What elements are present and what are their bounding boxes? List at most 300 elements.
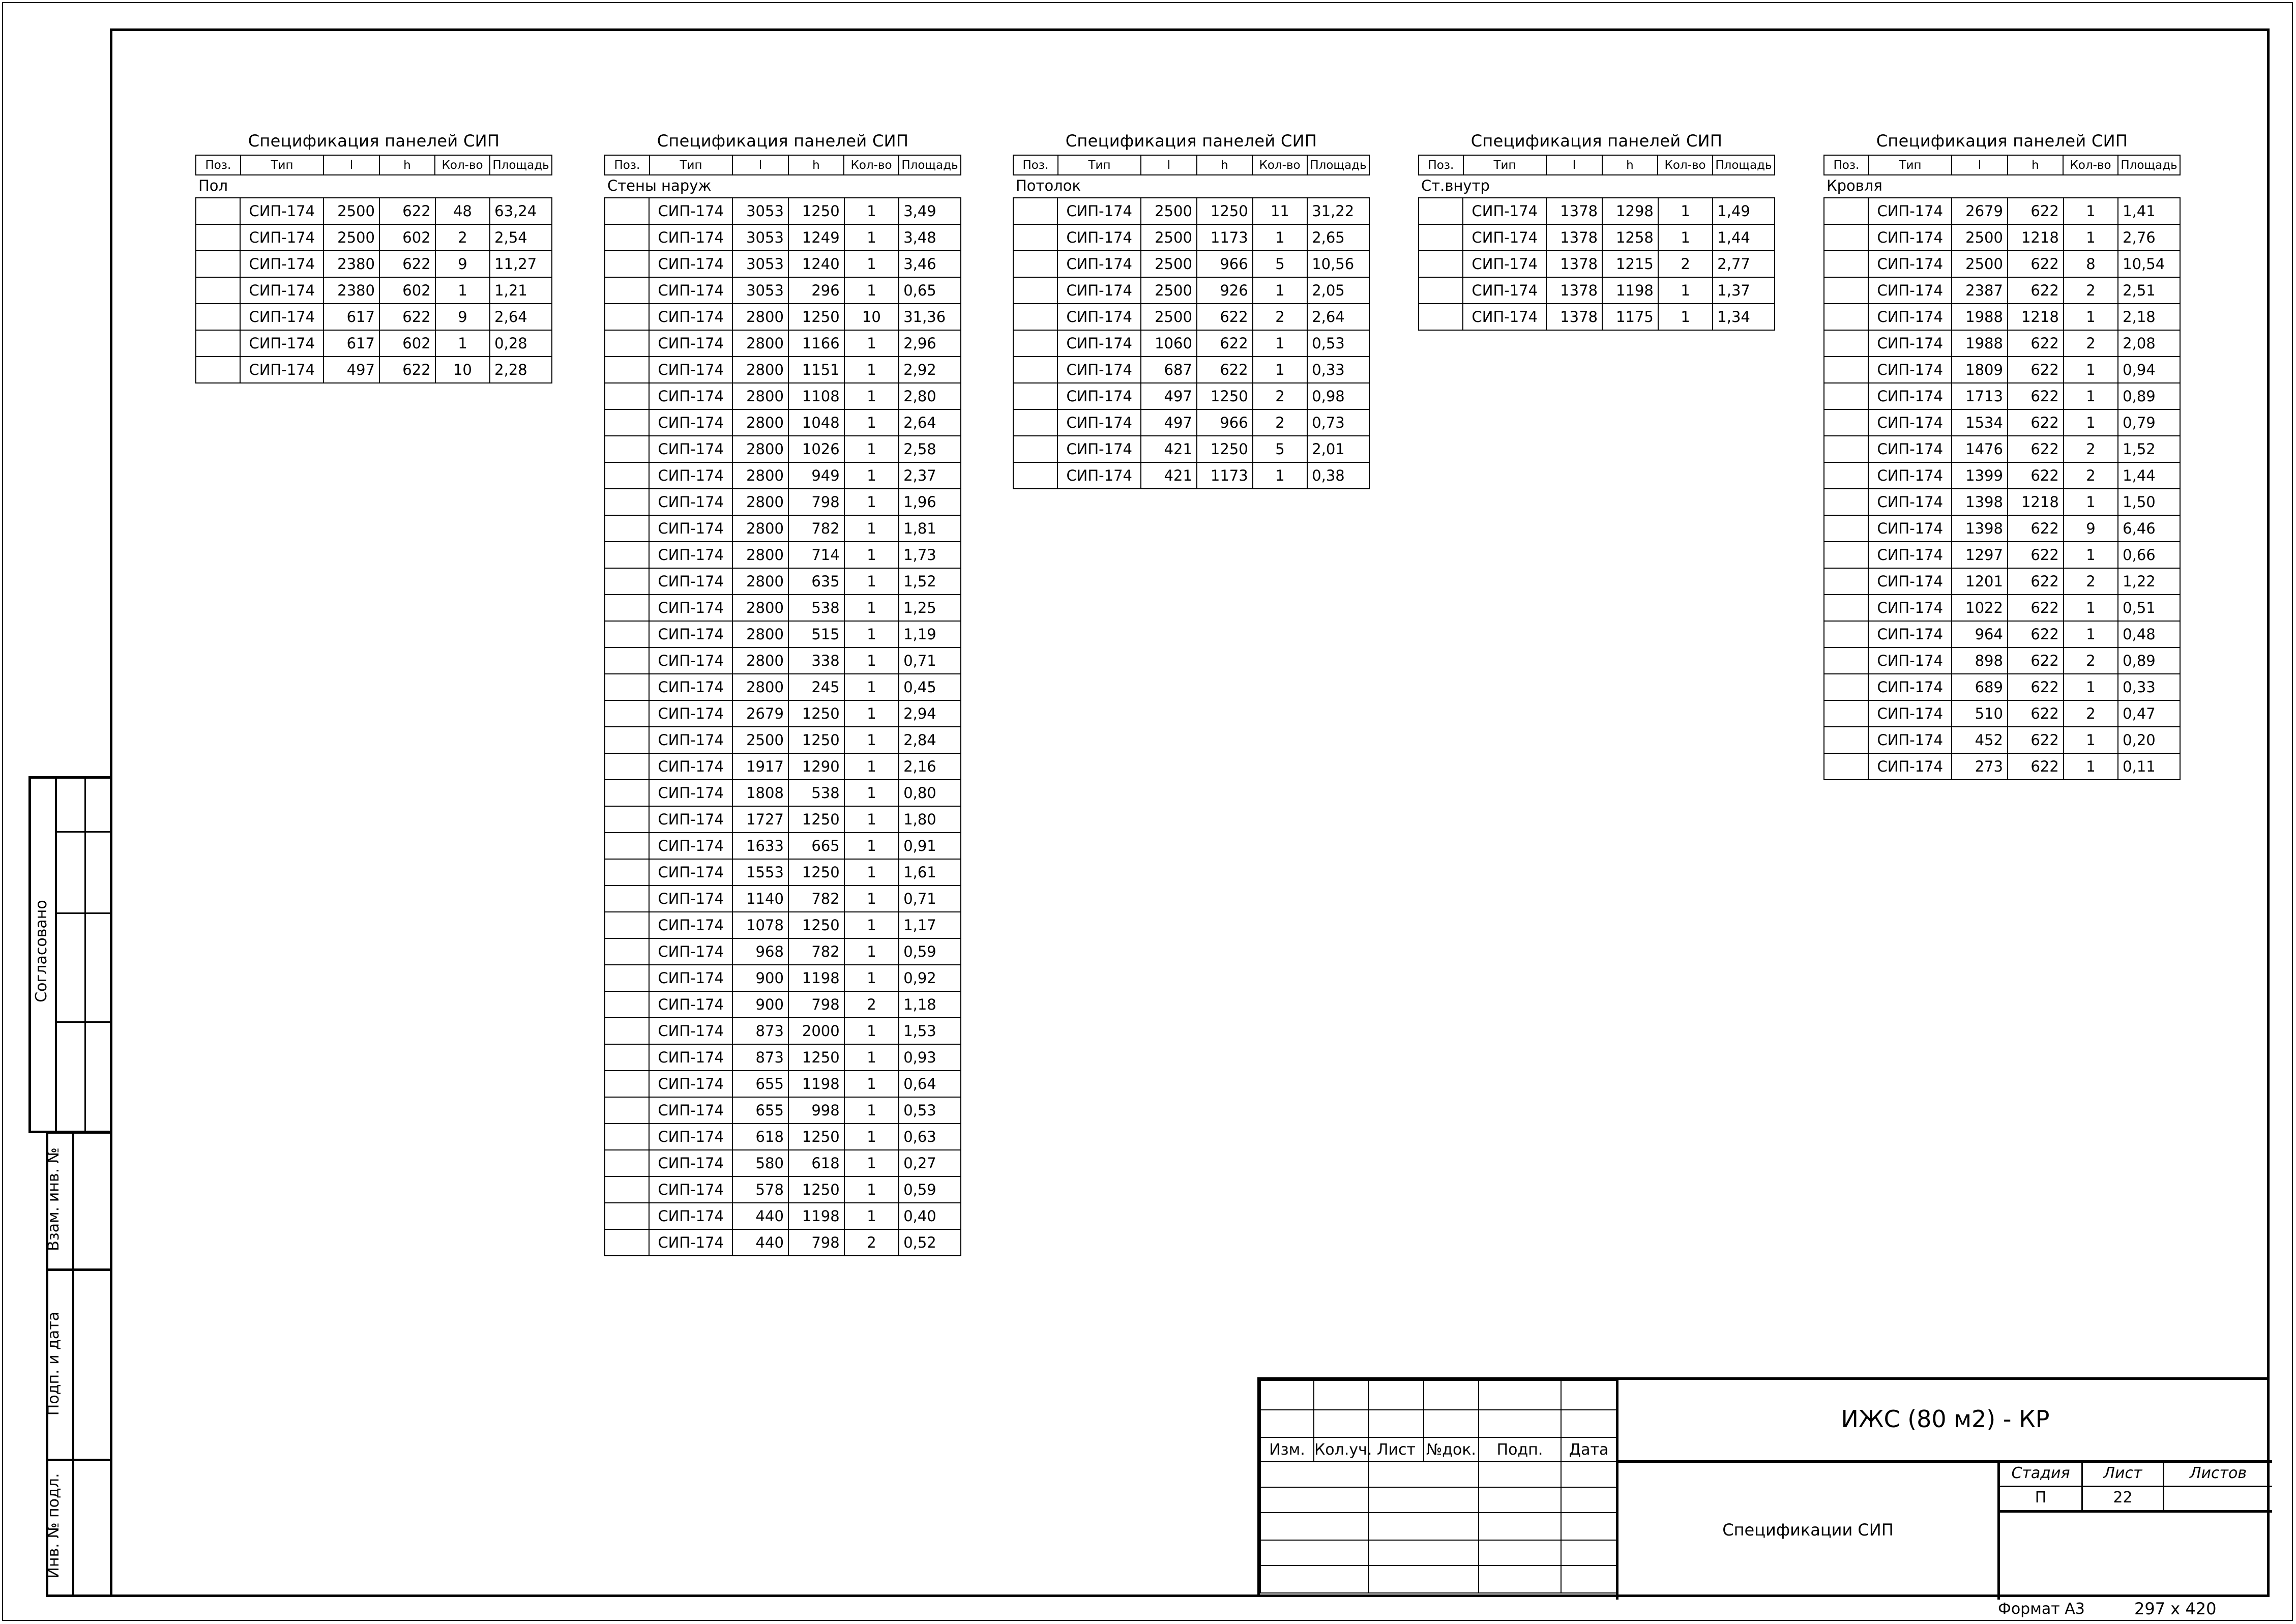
revision-row bbox=[1260, 1540, 1616, 1566]
table-cell: СИП-174 bbox=[240, 304, 323, 330]
table-cell: 3,48 bbox=[899, 224, 961, 251]
table-cell: 1988 bbox=[1952, 330, 2008, 357]
table-cell: 1 bbox=[1253, 277, 1307, 304]
table-cell: 2800 bbox=[732, 462, 788, 489]
table-cell: 2800 bbox=[732, 357, 788, 383]
column-header: h bbox=[788, 155, 844, 175]
table-cell: 2,01 bbox=[1307, 436, 1369, 462]
table-cell: 1378 bbox=[1546, 277, 1602, 304]
table-row bbox=[1824, 304, 2180, 330]
table-cell: 622 bbox=[2008, 727, 2064, 753]
inv-orig-label: Инв. № подл. bbox=[45, 1473, 63, 1579]
table-cell: 1 bbox=[2064, 489, 2118, 515]
table-cell: 1198 bbox=[788, 1071, 844, 1097]
table-cell: СИП-174 bbox=[649, 198, 732, 224]
revision-cell bbox=[1369, 1566, 1424, 1593]
table-row bbox=[196, 198, 552, 224]
table-row bbox=[605, 621, 961, 647]
spec-header bbox=[1823, 155, 2181, 175]
table-cell: 1240 bbox=[788, 251, 844, 277]
table-cell: 1378 bbox=[1546, 224, 1602, 251]
table-cell: 1,34 bbox=[1713, 304, 1775, 330]
spec-group-label: Кровля bbox=[1827, 177, 1882, 194]
table-cell: 0,73 bbox=[1307, 409, 1369, 436]
table-cell: СИП-174 bbox=[649, 357, 732, 383]
table-cell: 10 bbox=[435, 357, 490, 383]
table-cell: 2500 bbox=[1952, 224, 2008, 251]
table-cell bbox=[605, 621, 649, 647]
revision-cell bbox=[1479, 1380, 1561, 1410]
spec-group-label: Потолок bbox=[1016, 177, 1081, 194]
table-cell bbox=[605, 462, 649, 489]
table-cell: СИП-174 bbox=[649, 595, 732, 621]
table-cell: 0,66 bbox=[2118, 542, 2180, 568]
side-stamp bbox=[28, 776, 112, 1597]
table-cell: 1250 bbox=[788, 1044, 844, 1071]
table-cell: 0,79 bbox=[2118, 409, 2180, 436]
table-cell: 1 bbox=[844, 1176, 899, 1203]
table-row bbox=[605, 1044, 961, 1071]
revision-cell bbox=[1424, 1410, 1479, 1437]
revision-row bbox=[1260, 1566, 1616, 1593]
table-cell: 1 bbox=[844, 1124, 899, 1150]
table-cell: СИП-174 bbox=[240, 277, 323, 304]
table-cell bbox=[605, 1176, 649, 1203]
table-cell: 1 bbox=[844, 885, 899, 912]
table-cell: 966 bbox=[1197, 409, 1253, 436]
table-cell: 1 bbox=[2064, 621, 2118, 647]
table-cell: 2800 bbox=[732, 515, 788, 542]
table-cell: 966 bbox=[1197, 251, 1253, 277]
table-row bbox=[605, 727, 961, 753]
table-cell: 11 bbox=[1253, 198, 1307, 224]
table-cell: СИП-174 bbox=[649, 1097, 732, 1124]
spec-title: Спецификация панелей СИП bbox=[1876, 131, 2128, 151]
table-cell bbox=[196, 224, 240, 251]
table-cell: 1250 bbox=[1197, 383, 1253, 409]
table-cell: 2,64 bbox=[1307, 304, 1369, 330]
table-row bbox=[605, 383, 961, 409]
table-cell: 1378 bbox=[1546, 251, 1602, 277]
table-cell: СИП-174 bbox=[1057, 277, 1141, 304]
table-cell: 2,18 bbox=[2118, 304, 2180, 330]
table-row bbox=[605, 991, 961, 1018]
table-cell: 338 bbox=[788, 647, 844, 674]
spec-body bbox=[1418, 197, 1775, 331]
column-header: Кол-во bbox=[1252, 155, 1307, 175]
table-row bbox=[1013, 198, 1369, 224]
table-cell: 2 bbox=[2064, 330, 2118, 357]
table-cell bbox=[1824, 277, 1868, 304]
table-row bbox=[605, 1018, 961, 1044]
table-row bbox=[1013, 436, 1369, 462]
table-cell: 622 bbox=[2008, 251, 2064, 277]
revision-cell bbox=[1479, 1410, 1561, 1437]
table-cell bbox=[605, 330, 649, 357]
column-header: l bbox=[1952, 155, 2007, 175]
table-row bbox=[1013, 383, 1369, 409]
table-row bbox=[1824, 621, 2180, 647]
table-cell: 1 bbox=[844, 912, 899, 938]
table-cell: 622 bbox=[2008, 198, 2064, 224]
table-row bbox=[605, 859, 961, 885]
table-cell bbox=[1013, 251, 1057, 277]
table-cell: СИП-174 bbox=[1057, 436, 1141, 462]
revision-row bbox=[1260, 1462, 1616, 1487]
table-cell: 0,94 bbox=[2118, 357, 2180, 383]
table-cell: 0,93 bbox=[899, 1044, 961, 1071]
table-cell: СИП-174 bbox=[649, 251, 732, 277]
table-cell: 622 bbox=[2008, 515, 2064, 542]
table-row bbox=[1824, 383, 2180, 409]
table-cell: 1 bbox=[844, 330, 899, 357]
table-cell: 2,28 bbox=[490, 357, 552, 383]
table-cell: 1,52 bbox=[899, 568, 961, 595]
column-header: Тип bbox=[1463, 155, 1546, 175]
table-cell: 1250 bbox=[788, 198, 844, 224]
table-cell: 1 bbox=[2064, 357, 2118, 383]
table-cell bbox=[605, 1071, 649, 1097]
table-cell: 0,40 bbox=[899, 1203, 961, 1229]
table-cell bbox=[1824, 357, 1868, 383]
table-cell: 9 bbox=[2064, 515, 2118, 542]
table-cell: 1 bbox=[2064, 727, 2118, 753]
table-cell bbox=[605, 251, 649, 277]
table-cell: 1,17 bbox=[899, 912, 961, 938]
table-cell: 622 bbox=[379, 357, 435, 383]
table-cell: СИП-174 bbox=[649, 912, 732, 938]
table-cell: 1476 bbox=[1952, 436, 2008, 462]
table-cell: 6,46 bbox=[2118, 515, 2180, 542]
table-cell: 1809 bbox=[1952, 357, 2008, 383]
table-row bbox=[196, 251, 552, 277]
table-cell bbox=[1824, 383, 1868, 409]
table-cell: 3053 bbox=[732, 251, 788, 277]
table-cell: СИП-174 bbox=[649, 806, 732, 833]
column-header: Площадь bbox=[1713, 155, 1775, 175]
table-row bbox=[605, 304, 961, 330]
revision-cell bbox=[1424, 1566, 1479, 1593]
table-cell: СИП-174 bbox=[240, 251, 323, 277]
table-cell: СИП-174 bbox=[1868, 330, 1952, 357]
table-row bbox=[605, 965, 961, 991]
table-cell: 2500 bbox=[1141, 198, 1197, 224]
table-cell: 273 bbox=[1952, 753, 2008, 780]
table-row bbox=[605, 1150, 961, 1176]
table-cell: 2,92 bbox=[899, 357, 961, 383]
table-cell: СИП-174 bbox=[649, 753, 732, 780]
table-cell: 2500 bbox=[1141, 277, 1197, 304]
table-cell: 1398 bbox=[1952, 489, 2008, 515]
table-row bbox=[605, 1124, 961, 1150]
table-cell: 3,49 bbox=[899, 198, 961, 224]
table-cell: 2380 bbox=[323, 251, 379, 277]
table-cell: 798 bbox=[788, 991, 844, 1018]
spec-body bbox=[195, 197, 552, 383]
table-cell bbox=[605, 885, 649, 912]
table-row bbox=[1824, 277, 2180, 304]
table-cell: 0,53 bbox=[1307, 330, 1369, 357]
table-cell: 964 bbox=[1952, 621, 2008, 647]
table-cell bbox=[605, 515, 649, 542]
table-cell: 655 bbox=[732, 1097, 788, 1124]
table-cell: 0,51 bbox=[2118, 595, 2180, 621]
revision-cell bbox=[1369, 1513, 1424, 1540]
spec-header bbox=[1418, 155, 1775, 175]
table-row bbox=[605, 330, 961, 357]
table-cell bbox=[1824, 198, 1868, 224]
table-cell bbox=[605, 489, 649, 515]
table-cell: 1 bbox=[844, 357, 899, 383]
table-cell: 1 bbox=[844, 224, 899, 251]
table-cell: 1 bbox=[1253, 357, 1307, 383]
table-cell: 1290 bbox=[788, 753, 844, 780]
table-cell: 1201 bbox=[1952, 568, 2008, 595]
table-cell bbox=[605, 1229, 649, 1256]
table-cell: 10 bbox=[844, 304, 899, 330]
revision-cell bbox=[1314, 1487, 1369, 1513]
table-cell: 622 bbox=[2008, 409, 2064, 436]
revision-cell bbox=[1424, 1513, 1479, 1540]
table-cell: СИП-174 bbox=[649, 1203, 732, 1229]
table-cell: 2500 bbox=[732, 727, 788, 753]
table-cell bbox=[605, 1097, 649, 1124]
table-row bbox=[1419, 251, 1775, 277]
table-cell: 1198 bbox=[1602, 277, 1658, 304]
table-cell: СИП-174 bbox=[1057, 198, 1141, 224]
table-cell: 2679 bbox=[1952, 198, 2008, 224]
table-cell bbox=[605, 568, 649, 595]
revision-row bbox=[1260, 1380, 1616, 1410]
table-row bbox=[605, 462, 961, 489]
table-cell: СИП-174 bbox=[1463, 277, 1546, 304]
table-cell: 1258 bbox=[1602, 224, 1658, 251]
revision-header: Лист bbox=[1369, 1437, 1424, 1462]
table-cell: 1,21 bbox=[490, 277, 552, 304]
table-cell: 2,76 bbox=[2118, 224, 2180, 251]
table-cell bbox=[1419, 251, 1463, 277]
table-cell bbox=[605, 436, 649, 462]
table-row bbox=[1824, 436, 2180, 462]
table-cell bbox=[196, 304, 240, 330]
table-cell: 440 bbox=[732, 1203, 788, 1229]
table-cell: 2,16 bbox=[899, 753, 961, 780]
column-header: Поз. bbox=[196, 155, 241, 175]
column-header: Площадь bbox=[2118, 155, 2180, 175]
table-cell: 622 bbox=[2008, 753, 2064, 780]
table-cell: 1250 bbox=[1197, 198, 1253, 224]
table-cell bbox=[1013, 383, 1057, 409]
table-cell bbox=[1824, 621, 1868, 647]
column-header: l bbox=[323, 155, 379, 175]
revision-cell bbox=[1260, 1410, 1314, 1437]
table-cell: СИП-174 bbox=[1868, 700, 1952, 727]
table-cell: 0,65 bbox=[899, 277, 961, 304]
table-cell: 2,77 bbox=[1713, 251, 1775, 277]
table-row bbox=[1824, 647, 2180, 674]
table-cell: 1 bbox=[844, 251, 899, 277]
table-cell: СИП-174 bbox=[649, 885, 732, 912]
table-cell bbox=[605, 780, 649, 806]
column-header: Тип bbox=[1869, 155, 1952, 175]
table-cell: 1 bbox=[844, 753, 899, 780]
table-cell: 1 bbox=[844, 938, 899, 965]
table-cell: СИП-174 bbox=[649, 780, 732, 806]
table-cell bbox=[1824, 224, 1868, 251]
spec-body bbox=[1823, 197, 2181, 780]
column-header: Тип bbox=[1058, 155, 1141, 175]
table-cell: 0,11 bbox=[2118, 753, 2180, 780]
spec-group-label: Ст.внутр bbox=[1421, 177, 1490, 194]
table-cell: 245 bbox=[788, 674, 844, 700]
table-cell: СИП-174 bbox=[649, 991, 732, 1018]
table-row bbox=[1013, 409, 1369, 436]
revision-cell bbox=[1561, 1462, 1616, 1487]
table-row bbox=[1824, 727, 2180, 753]
revision-cell bbox=[1260, 1487, 1314, 1513]
table-cell: 0,27 bbox=[899, 1150, 961, 1176]
spec-header bbox=[195, 155, 552, 175]
table-cell: 622 bbox=[2008, 277, 2064, 304]
table-cell bbox=[1013, 224, 1057, 251]
title-block bbox=[1257, 1377, 2270, 1597]
table-cell: 1 bbox=[2064, 753, 2118, 780]
table-cell: 2 bbox=[2064, 700, 2118, 727]
table-row bbox=[1824, 198, 2180, 224]
column-header: Поз. bbox=[1824, 155, 1869, 175]
table-row bbox=[1824, 674, 2180, 700]
table-cell bbox=[1824, 568, 1868, 595]
table-cell: СИП-174 bbox=[1057, 462, 1141, 489]
table-cell: 782 bbox=[788, 938, 844, 965]
table-cell: СИП-174 bbox=[240, 224, 323, 251]
table-cell: СИП-174 bbox=[1463, 224, 1546, 251]
table-cell: 873 bbox=[732, 1018, 788, 1044]
table-row bbox=[605, 938, 961, 965]
table-cell: 0,48 bbox=[2118, 621, 2180, 647]
table-row bbox=[1013, 357, 1369, 383]
table-cell: 2,64 bbox=[490, 304, 552, 330]
table-cell: 622 bbox=[2008, 621, 2064, 647]
table-cell: 1250 bbox=[788, 1124, 844, 1150]
column-header: Кол-во bbox=[435, 155, 490, 175]
table-cell: 1026 bbox=[788, 436, 844, 462]
revision-row bbox=[1260, 1410, 1616, 1437]
agreed-label: Согласовано bbox=[33, 900, 50, 1002]
table-cell: 0,53 bbox=[899, 1097, 961, 1124]
table-row bbox=[605, 885, 961, 912]
table-cell: 1297 bbox=[1952, 542, 2008, 568]
table-cell: 2800 bbox=[732, 542, 788, 568]
table-cell: 1 bbox=[844, 436, 899, 462]
table-cell: 2,80 bbox=[899, 383, 961, 409]
table-cell bbox=[605, 1203, 649, 1229]
table-cell: 1,18 bbox=[899, 991, 961, 1018]
table-cell: СИП-174 bbox=[1868, 647, 1952, 674]
table-cell bbox=[605, 991, 649, 1018]
table-cell: 1 bbox=[844, 1150, 899, 1176]
column-header: Кол-во bbox=[1658, 155, 1713, 175]
table-cell: СИП-174 bbox=[649, 1044, 732, 1071]
table-row bbox=[1824, 568, 2180, 595]
table-cell: 602 bbox=[379, 224, 435, 251]
revision-cell bbox=[1479, 1540, 1561, 1566]
spec-title: Спецификация панелей СИП bbox=[1065, 131, 1317, 151]
table-row bbox=[1824, 753, 2180, 780]
table-cell: 622 bbox=[1197, 304, 1253, 330]
table-cell: СИП-174 bbox=[649, 462, 732, 489]
table-cell: 0,71 bbox=[899, 885, 961, 912]
table-cell: СИП-174 bbox=[1868, 515, 1952, 542]
table-cell: СИП-174 bbox=[1868, 753, 1952, 780]
table-cell: 0,33 bbox=[2118, 674, 2180, 700]
table-cell: 1 bbox=[844, 595, 899, 621]
table-cell: 2,54 bbox=[490, 224, 552, 251]
table-cell: 2 bbox=[2064, 647, 2118, 674]
column-header: h bbox=[379, 155, 435, 175]
table-cell: СИП-174 bbox=[649, 1124, 732, 1150]
table-cell: 1808 bbox=[732, 780, 788, 806]
table-cell: 1 bbox=[844, 647, 899, 674]
table-row bbox=[1824, 462, 2180, 489]
table-cell: 687 bbox=[1141, 357, 1197, 383]
table-cell: 2800 bbox=[732, 489, 788, 515]
table-cell: 782 bbox=[788, 885, 844, 912]
table-cell: СИП-174 bbox=[240, 357, 323, 383]
revision-table bbox=[1260, 1380, 1617, 1593]
table-cell: 48 bbox=[435, 198, 490, 224]
table-cell: СИП-174 bbox=[1057, 304, 1141, 330]
table-cell: 1 bbox=[2064, 674, 2118, 700]
column-header: Площадь bbox=[899, 155, 961, 175]
table-cell: 617 bbox=[323, 330, 379, 357]
column-header: l bbox=[1546, 155, 1602, 175]
table-cell: 10,56 bbox=[1307, 251, 1369, 277]
table-cell bbox=[1824, 700, 1868, 727]
table-cell: 873 bbox=[732, 1044, 788, 1071]
table-cell: 1 bbox=[1658, 304, 1713, 330]
table-cell: 1378 bbox=[1546, 198, 1602, 224]
revision-cell bbox=[1314, 1410, 1369, 1437]
table-cell bbox=[1013, 277, 1057, 304]
table-cell: 1250 bbox=[788, 304, 844, 330]
table-cell: 2 bbox=[1253, 383, 1307, 409]
revision-cell bbox=[1314, 1380, 1369, 1410]
revision-cell bbox=[1260, 1380, 1314, 1410]
spec-title: Спецификация панелей СИП bbox=[1470, 131, 1723, 151]
revision-cell bbox=[1561, 1513, 1616, 1540]
table-cell: 1173 bbox=[1197, 224, 1253, 251]
table-row bbox=[605, 1203, 961, 1229]
table-cell: 1250 bbox=[788, 806, 844, 833]
table-cell: СИП-174 bbox=[649, 727, 732, 753]
table-cell: 1022 bbox=[1952, 595, 2008, 621]
format-label: Формат А3 bbox=[1998, 1600, 2085, 1618]
table-cell: 2 bbox=[1253, 304, 1307, 330]
table-cell: 1 bbox=[844, 1044, 899, 1071]
table-cell: 1078 bbox=[732, 912, 788, 938]
table-cell: СИП-174 bbox=[649, 383, 732, 409]
table-row bbox=[605, 833, 961, 859]
table-cell: СИП-174 bbox=[649, 1071, 732, 1097]
table-cell: 2,58 bbox=[899, 436, 961, 462]
table-cell: 0,28 bbox=[490, 330, 552, 357]
table-cell: 1,41 bbox=[2118, 198, 2180, 224]
table-cell: 0,89 bbox=[2118, 647, 2180, 674]
revision-cell bbox=[1260, 1566, 1314, 1593]
table-cell: СИП-174 bbox=[1868, 542, 1952, 568]
sign-date-label: Подп. и дата bbox=[45, 1311, 63, 1416]
